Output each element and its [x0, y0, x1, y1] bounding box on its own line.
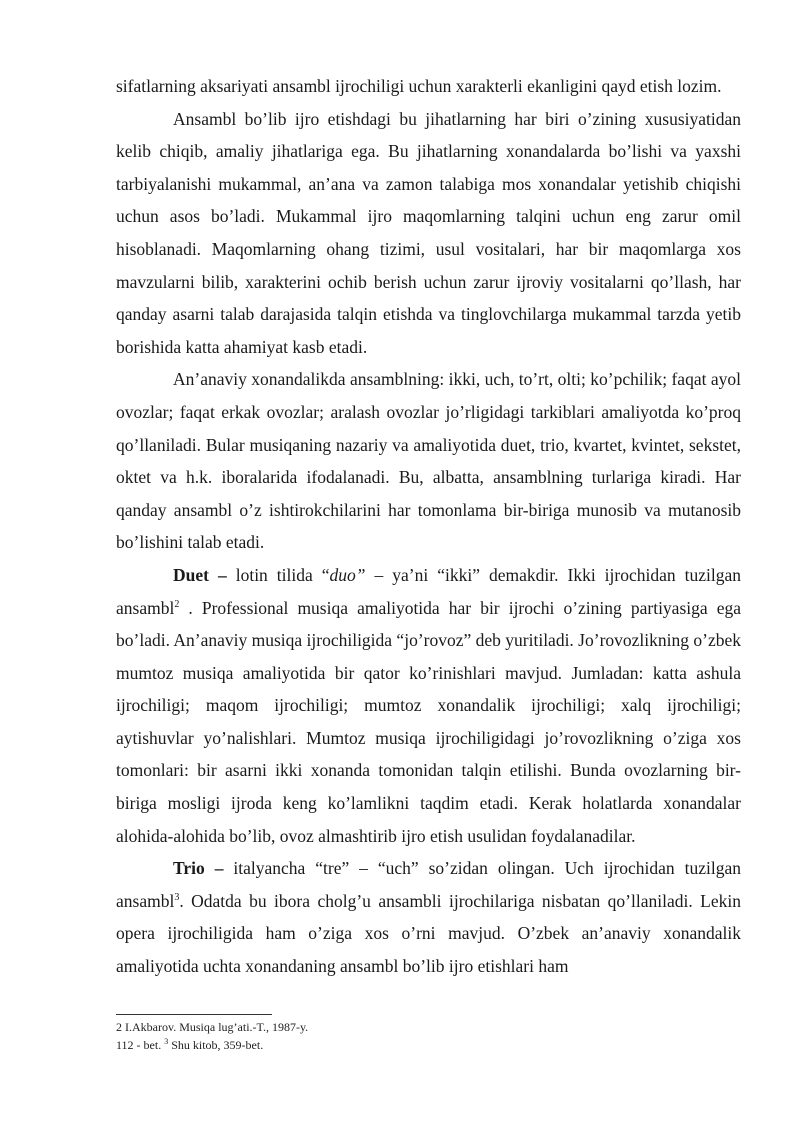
- term-trio: Trio –: [173, 858, 224, 879]
- paragraph-3: An’anaviy xonandalikda ansamblning: ikki, uch, to’rt, olti; ko’pchilik; faqat ayol ovozlar; faqat erkak ovozlar; aralash ovozlar jo’rligidagi tarkiblari amaliyotda ko’proq qo’llaniladi. Bular musiqaning nazariy va amaliyotida duet, trio, kvartet, kvintet, sekstet, oktet va h.k. iboralarida ifodalanadi. Bu, albatta, ansamblning turlariga kiradi. Har qanday ansambl o’z ishtirokchilarini har tomonlama bir-biriga munosib va mutanosib bo’lishini talab etadi.: [116, 369, 741, 553]
- term-duo-italic: duo”: [329, 564, 366, 585]
- footnote-ref-3[interactable]: 3: [174, 892, 180, 904]
- paragraph-trio: Trio – italyancha “tre” – “uch” so’zidan olingan. Uch ijrochidan tuzilgan ansambl$^3$. Odatda bu ibora cholg’u ansambli ijrochilariga nisbatan qo’llaniladi. Lekin opera ijrochiligida ham o’ziga xos o’rni mavjud. O’zbek an’anaviy xonandalik amaliyotida uchta xonandaning ansambl bo’lib ijro etishlari ham: [116, 858, 741, 977]
- footnote-3: 112 - bet. $^3$ Shu kitob, 359-bet.: [116, 1037, 264, 1052]
- paragraph-duet: Duet – lotin tilida “duo” – ya’ni “ikki” demakdir. Ikki ijrochidan tuzilgan ansambl$^2$ . Professional musiqa amaliyotida har bir ijrochi o’zining partiyasiga ega bo’ladi. An’anaviy musiqa ijrochiligida “jo’rovoz” deb yuritiladi. Jo’rovozlikning o’zbek mumtoz musiqa amaliyotida bir qator ko’rinishlari mavjud. Jumladan: katta ashula ijrochiligi; maqom ijrochiligi; mumtoz xonandalik ijrochiligi; xalq ijrochiligi; aytishuvlar yo’nalishlari. Mumtoz musiqa ijrochiligidagi jo’rovozlikning o’ziga xos tomonlari: bir asarni ikki xonanda tomonidan talqin etilishi. Bunda ovozlarning bir-biriga mosligi ijroda keng ko’lamlikni taqdim etadi. Kerak holatlarda xonandalar alohida-alohida bo’lib, ovoz almashtirib ijro etish usulidan foydalanadilar.: [116, 564, 741, 846]
- body-text: [116, 70, 741, 983]
- term-duet: Duet –: [173, 564, 227, 585]
- paragraph-2: Ansambl bo’lib ijro etishdagi bu jihatlarning har biri o’zining xususiyatidan kelib chiqib, amaliy jihatlariga ega. Bu jihatlarning xonandalarda bo’lishi va yaxshi tarbiyalanishi mukammal, an’ana va zamon talabiga mos xonandalar yetishib chiqishi uchun asos bo’ladi. Mukammal ijro maqomlarning talqini uchun eng zarur omil hisoblanadi. Maqomlarning ohang tizimi, usul vositalari, har bir maqomlarga xos mavzularni bilib, xarakterini ochib berish uchun zarur ijroviy vositalarni qo’llash, har qanday asarni talab darajasida talqin etishda va tinglovchilarga mukammal tarzda yetib borishida katta ahamiyat kasb etadi.: [116, 108, 741, 357]
- footnote-2: 2 I.Akbarov. Musiqa lug’ati.-T., 1987-y.: [116, 1020, 309, 1034]
- footnotes: [116, 1018, 741, 1054]
- footnote-divider: [116, 1014, 272, 1015]
- paragraph-1: sifatlarning aksariyati ansambl ijrochiligi uchun xarakterli ekanligini qayd etish lozim.: [116, 76, 722, 96]
- footnote-ref-2[interactable]: 2: [174, 598, 180, 610]
